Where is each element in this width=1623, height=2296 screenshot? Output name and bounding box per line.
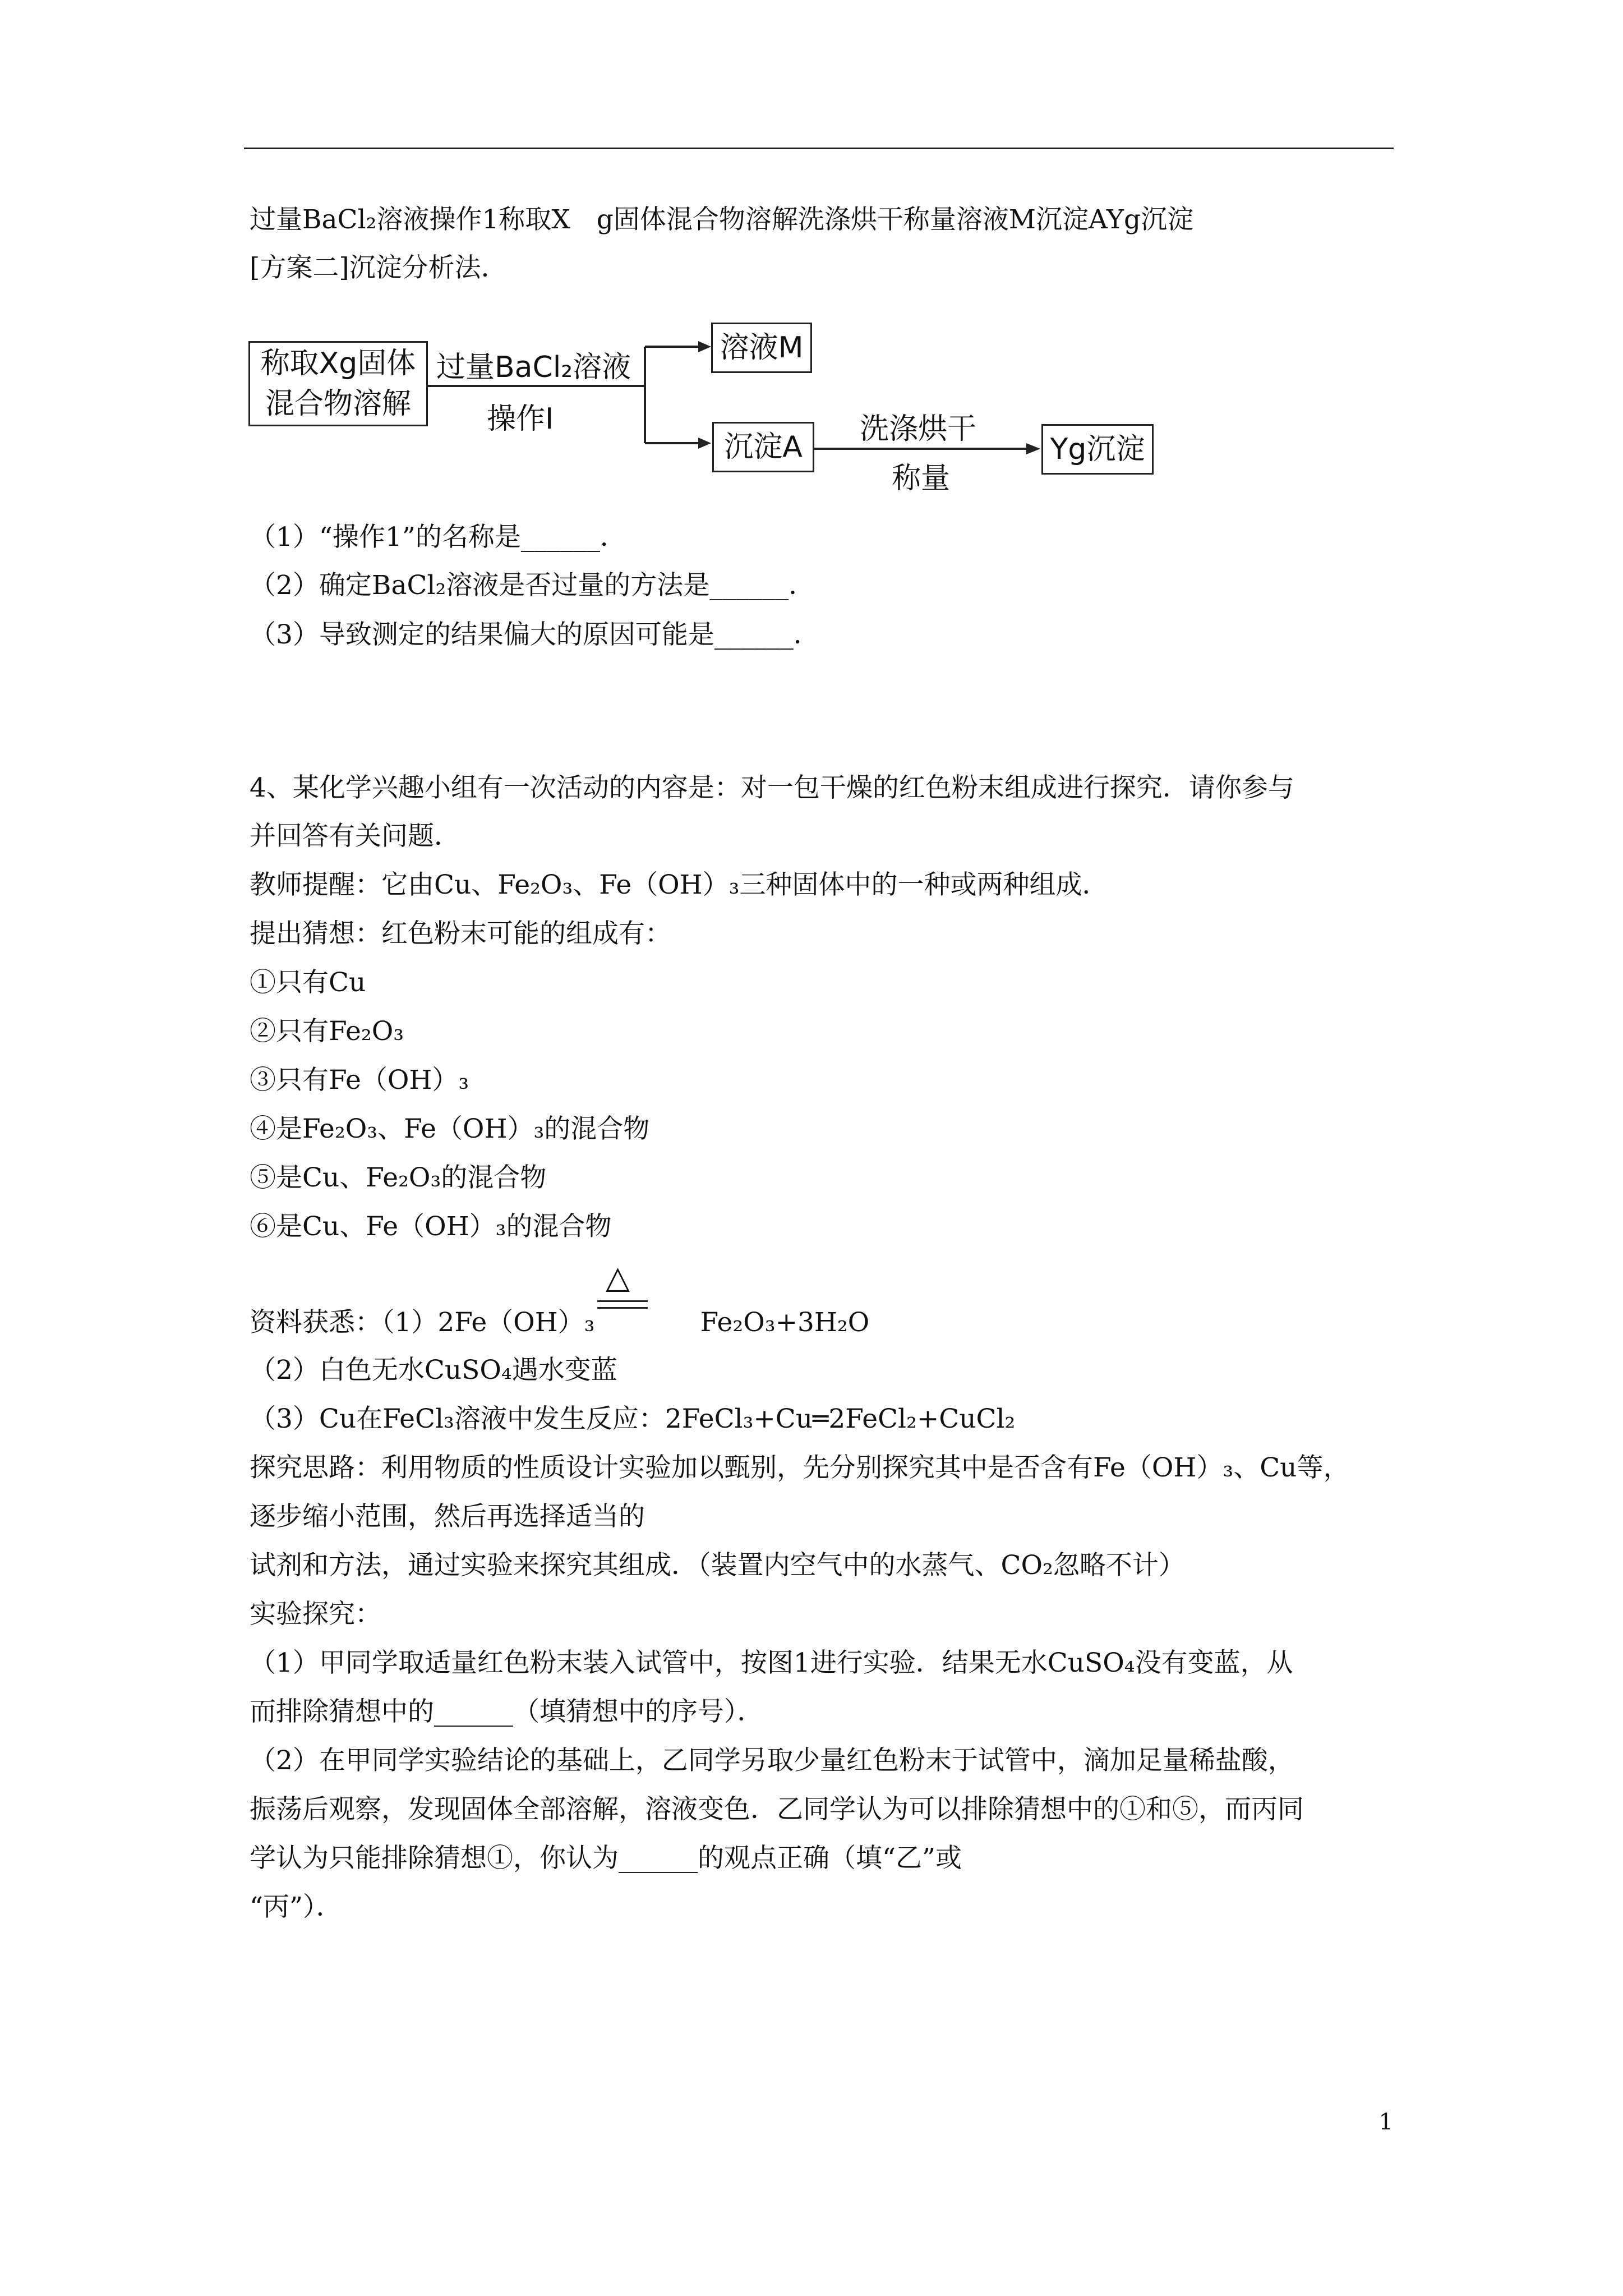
text-line: （3）Cu在FeCl₃溶液中发生反应：2FeCl₃+Cu═2FeCl₂+CuCl₂ (250, 1404, 1016, 1434)
text-line: 过量BaCl₂溶液操作1称取X g固体混合物溶解洗涤烘干称量溶液M沉淀AYg沉淀 (250, 204, 1194, 235)
arrow-label-reagent: 过量BaCl₂溶液 (436, 351, 631, 384)
hypothesis-item: ⑤是Cu、Fe₂O₃的混合物 (250, 1162, 547, 1193)
text-line: 教师提醒：它由Cu、Fe₂O₃、Fe（OH）₃三种固体中的一种或两种组成． (250, 869, 1109, 900)
text-line: “丙”）． (250, 1892, 343, 1922)
box-weigh-dissolve-line2: 混合物溶解 (265, 387, 411, 421)
box-weigh-dissolve (248, 341, 428, 426)
hypothesis-item: ⑥是Cu、Fe（OH）₃的混合物 (250, 1211, 612, 1242)
text-line: 实验探究： (250, 1599, 381, 1630)
text-line: 学认为只能排除猜想①，你认为______的观点正确（填“乙”或 (250, 1843, 962, 1874)
text-line: 4、某化学兴趣小组有一次活动的内容是：对一包干燥的红色粉末组成进行探究．请你参与 (250, 772, 1294, 803)
question-line: （2）确定BaCl₂溶液是否过量的方法是______． (250, 570, 815, 601)
text-line: 探究思路：利用物质的性质设计实验加以甄别，先分别探究其中是否含有Fe（OH）₃、Cu等， (250, 1452, 1350, 1483)
reaction-bar (597, 1300, 648, 1302)
hypothesis-item: ①只有Cu (250, 967, 366, 998)
box-weigh-dissolve-line1: 称取Xg固体 (260, 347, 416, 380)
text-line: 振荡后观察，发现固体全部溶解，溶液变色．乙同学认为可以排除猜想中的①和⑤，而丙同 (250, 1794, 1304, 1825)
text-line: （2）在甲同学实验结论的基础上，乙同学另取少量红色粉末于试管中，滴加足量稀盐酸， (250, 1745, 1294, 1776)
text-line: [方案二]沉淀分析法． (250, 252, 508, 283)
arrow-label-operation: 操作I (487, 402, 554, 436)
question-line: （1）“操作1”的名称是______． (250, 522, 626, 553)
heating-symbol: △ (606, 1259, 630, 1296)
text-line: 提出猜想：红色粉末可能的组成有： (250, 918, 671, 949)
arrow-label-weigh: 称量 (892, 462, 951, 495)
text-line: 并回答有关问题． (250, 821, 460, 852)
box-precipitate-a: 沉淀A (712, 422, 814, 472)
text-line: 而排除猜想中的______（填猜想中的序号）． (250, 1696, 764, 1727)
box-solution-m: 溶液M (711, 323, 812, 373)
arrow-label-wash: 洗涤烘干 (860, 412, 977, 446)
text-line: 资料获悉：（1）2Fe（OH）₃ Fe₂O₃+3H₂O (250, 1307, 870, 1338)
hypothesis-item: ②只有Fe₂O₃ (250, 1016, 404, 1047)
text-line: （2）白色无水CuSO₄遇水变蓝 (250, 1355, 617, 1386)
text-line: 逐步缩小范围，然后再选择适当的 (250, 1501, 645, 1532)
box-result: Yg沉淀 (1041, 424, 1154, 475)
hypothesis-item: ④是Fe₂O₃、Fe（OH）₃的混合物 (250, 1114, 650, 1144)
hypothesis-item: ③只有Fe（OH）₃ (250, 1065, 469, 1096)
question-line: （3）导致测定的结果偏大的原因可能是______． (250, 619, 820, 650)
text-line: （1）甲同学取适量红色粉末装入试管中，按图1进行实验．结果无水CuSO₄没有变蓝，从 (250, 1648, 1293, 1678)
text-line: 试剂和方法，通过实验来探究其组成．（装置内空气中的水蒸气、CO₂忽略不计） (250, 1550, 1185, 1581)
page-number: 1 (1378, 2109, 1393, 2135)
